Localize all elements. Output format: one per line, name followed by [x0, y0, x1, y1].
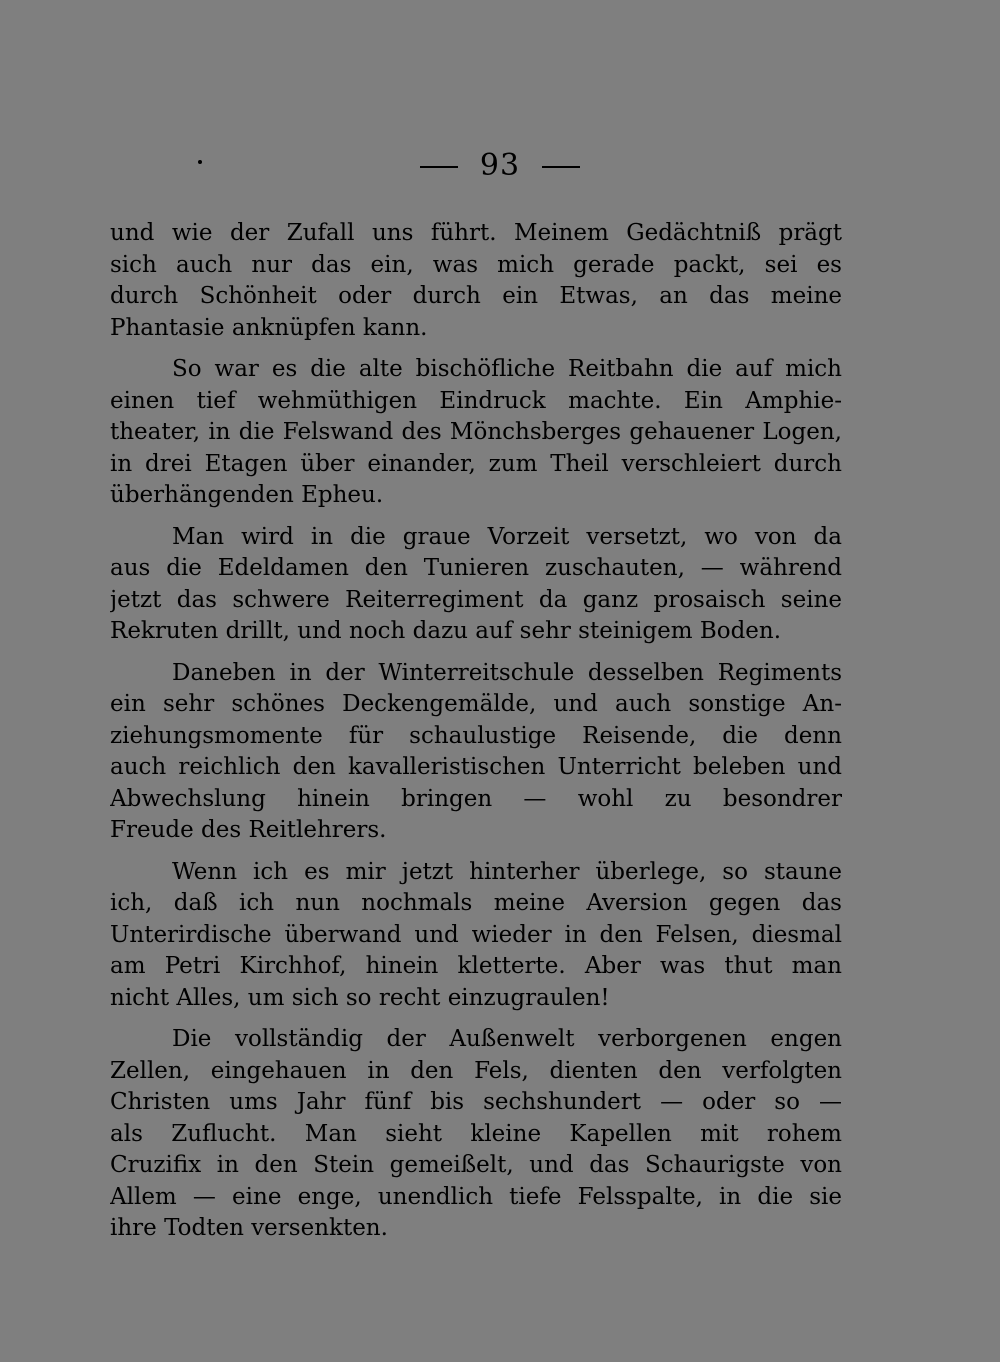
paragraph [110, 354, 842, 512]
text-line: Christen ums Jahr fünf bis sechshundert — oder so — [110, 1089, 842, 1115]
text-line: als Zuflucht. Man sieht kleine Kapellen mit rohem [110, 1120, 842, 1147]
text-line: einen tief wehmüthigen Eindruck machte. Ein Amphie- [110, 387, 842, 414]
text-line: Die vollständig der Außenwelt verborgenen engen [172, 1026, 842, 1052]
text-line: und wie der Zufall uns führt. Meinem Gedächtniß prägt [110, 220, 842, 246]
text-line: sich auch nur das ein, was mich gerade packt, sei es [110, 251, 842, 278]
paragraph [110, 658, 842, 847]
text-line: in drei Etagen über einander, zum Theil verschleiert durch [110, 450, 842, 477]
text-line: theater, in die Felswand des Mönchsberges gehauener Logen, [110, 419, 842, 445]
text-line: Allem — eine enge, unendlich tiefe Felsspalte, in die sie [110, 1183, 842, 1210]
text-line: durch Schönheit oder durch ein Etwas, an das meine [110, 283, 842, 309]
paragraph [110, 522, 842, 648]
text-line: ich, daß ich nun nochmals meine Aversion gegen das [110, 890, 842, 916]
paragraph [110, 1024, 842, 1245]
text-line: Phantasie anknüpfen kann. [110, 314, 428, 341]
header-dash-right [542, 166, 580, 168]
text-line: ihre Todten versenkten. [110, 1215, 388, 1241]
text-line: Abwechslung hinein bringen — wohl zu besondrer [110, 785, 842, 812]
text-line: ein sehr schönes Deckengemälde, und auch sonstige An- [110, 691, 842, 717]
text-line: auch reichlich den kavalleristischen Unterricht beleben und [110, 754, 842, 780]
text-line: ziehungsmomente für schaulustige Reisende, die denn [110, 722, 842, 749]
text-line: So war es die alte bischöfliche Reitbahn die auf mich [172, 356, 842, 382]
text-line: Zellen, eingehauen in den Fels, dienten den verfolgten [110, 1057, 842, 1084]
text-line: jetzt das schwere Reiterregiment da ganz prosaisch seine [110, 586, 842, 613]
text-line: Cruzifix in den Stein gemeißelt, und das Schaurigste von [110, 1152, 842, 1178]
paragraph [110, 857, 842, 1015]
page-header [0, 148, 1000, 183]
paragraph [110, 218, 842, 344]
body-text [110, 218, 842, 1255]
text-line: aus die Edeldamen den Tunieren zuschauten, — während [110, 555, 842, 581]
page-number: 93 [479, 148, 521, 183]
text-line: am Petri Kirchhof, hinein kletterte. Aber was thut man [110, 953, 842, 979]
text-line: Unterirdische überwand und wieder in den Felsen, diesmal [110, 921, 842, 948]
text-line: Man wird in die graue Vorzeit versetzt, wo von da [172, 523, 842, 550]
text-line: Freude des Reitlehrers. [110, 817, 387, 843]
text-line: Rekruten drillt, und noch dazu auf sehr steinigem Boden. [110, 618, 782, 644]
text-line: nicht Alles, um sich so recht einzugraulen! [110, 984, 610, 1011]
header-dash-left [420, 166, 458, 168]
text-line: überhängenden Epheu. [110, 482, 384, 508]
text-line: Wenn ich es mir jetzt hinterher überlege, so staune [172, 858, 842, 885]
text-line: Daneben in der Winterreitschule desselben Regiments [172, 659, 842, 686]
